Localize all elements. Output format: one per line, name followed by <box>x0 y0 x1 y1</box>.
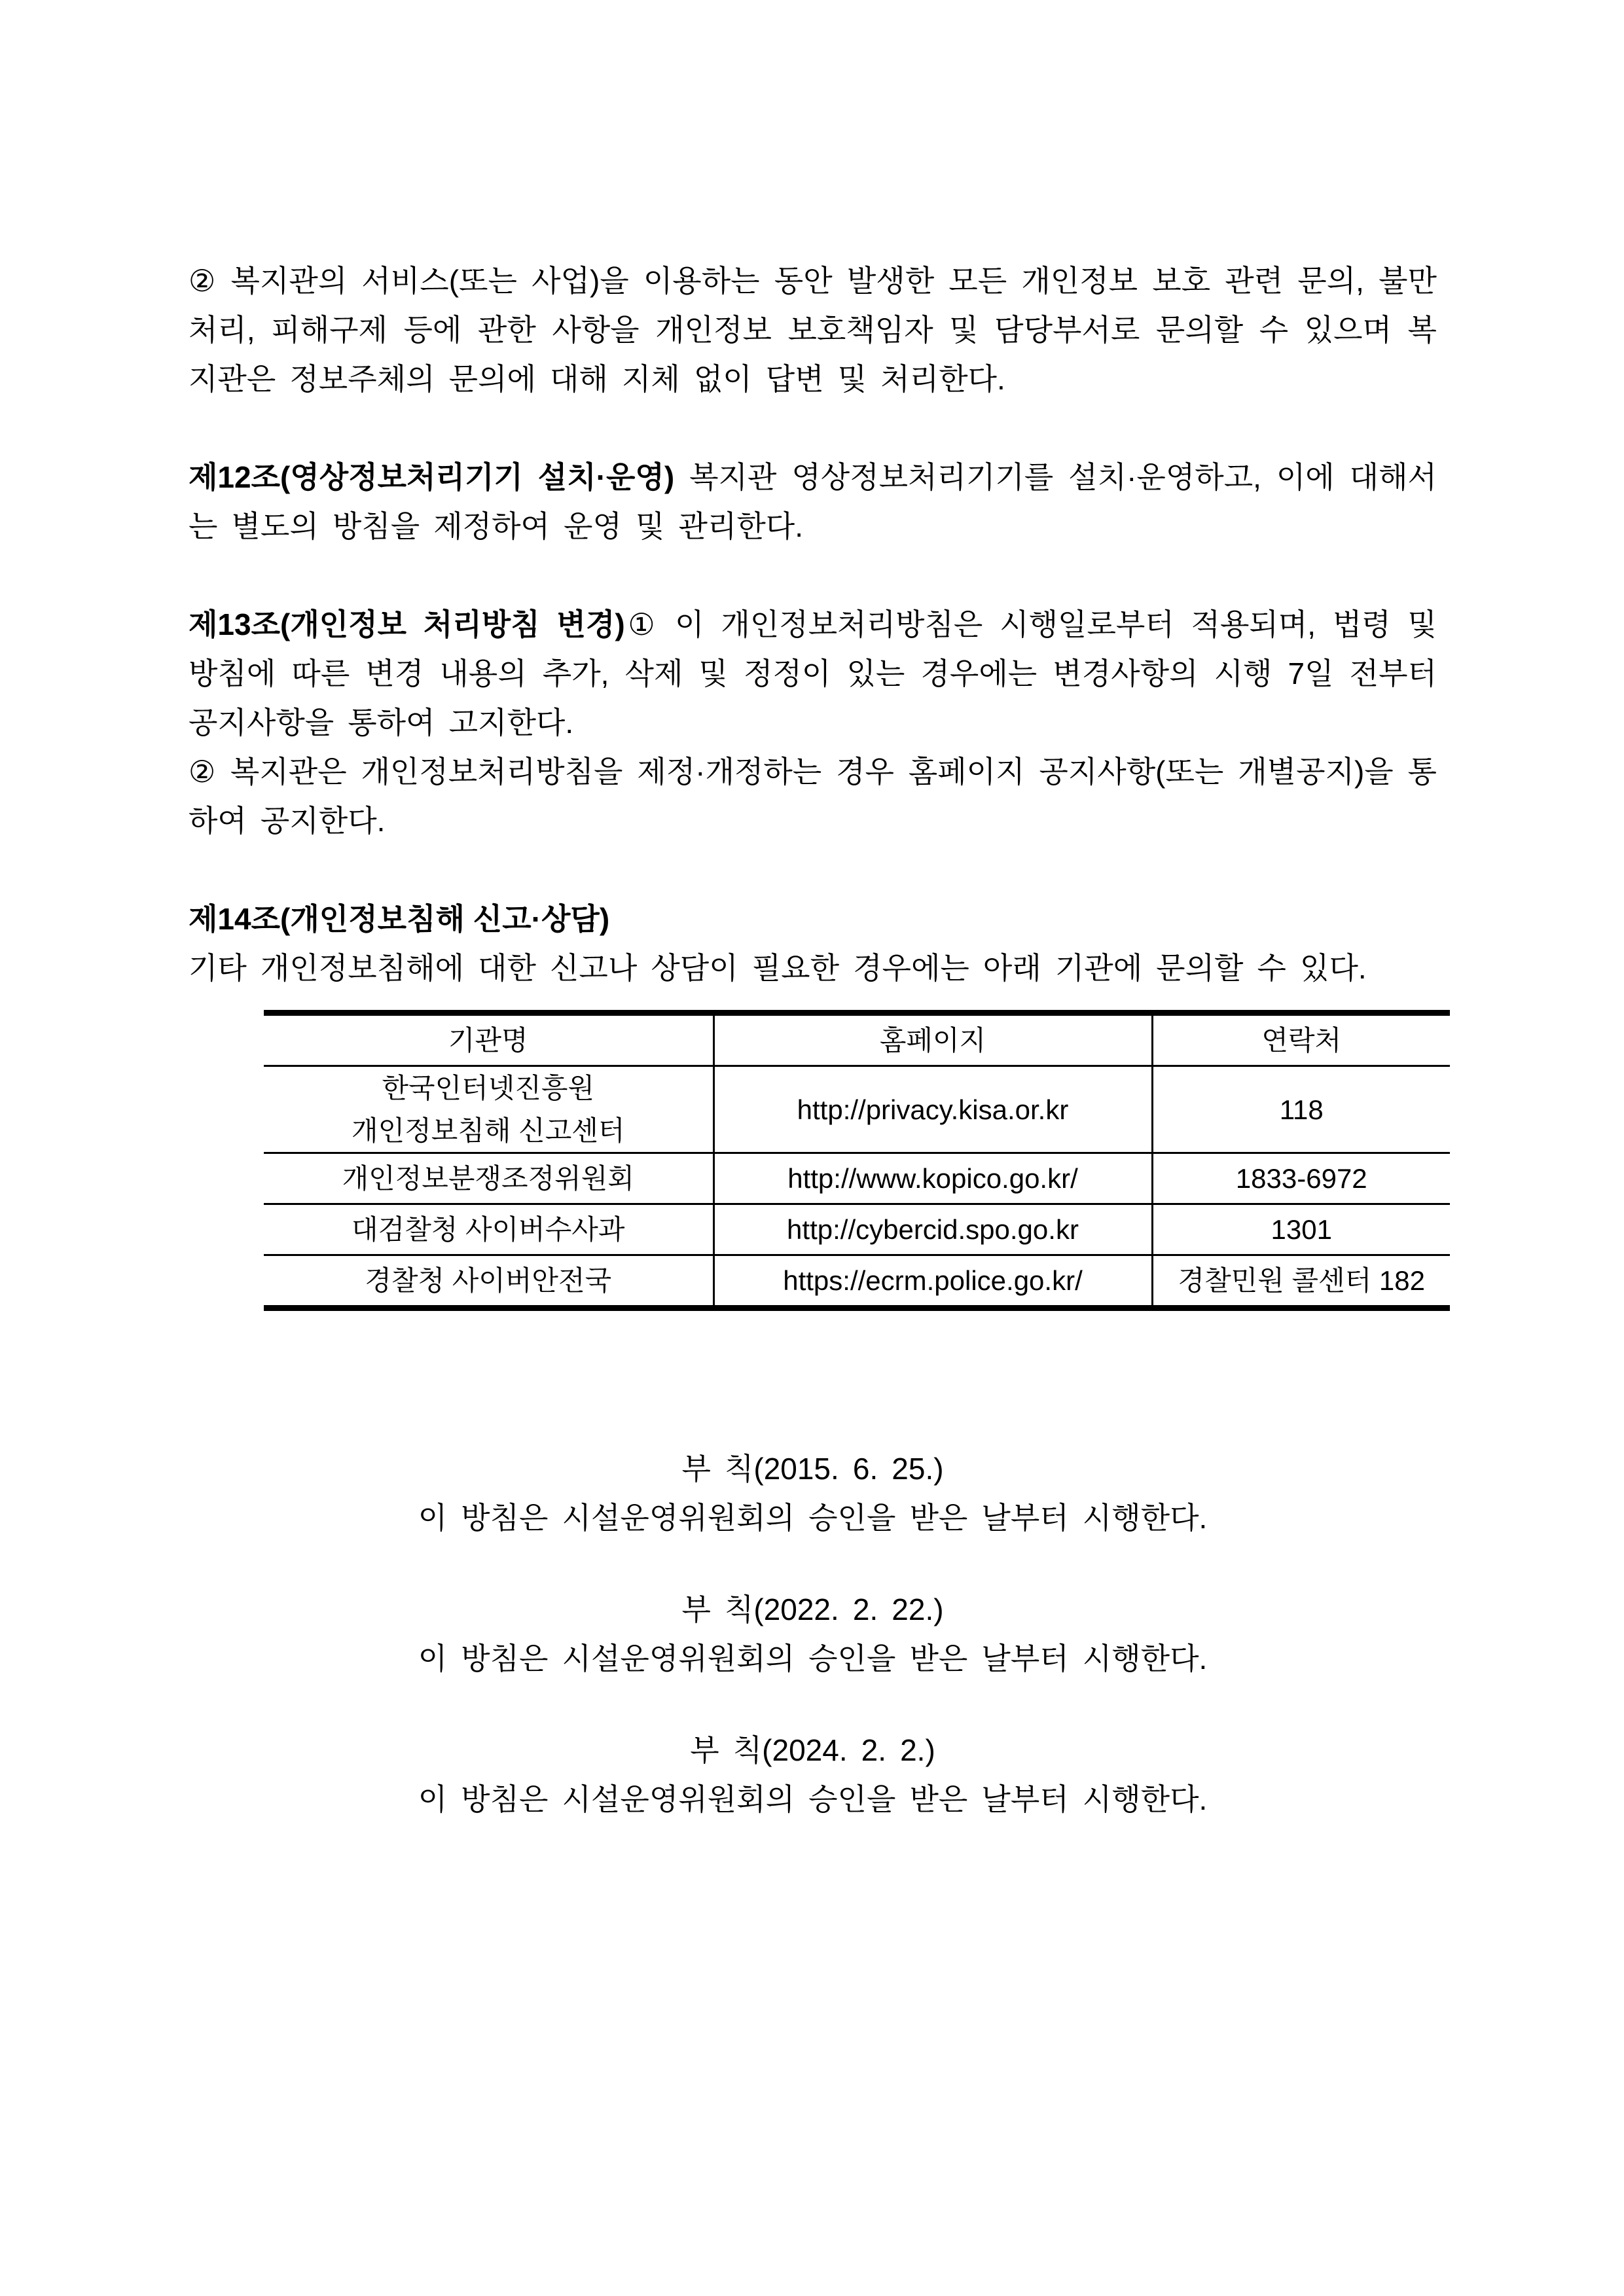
article-12-paragraph <box>189 453 1437 551</box>
addendum-2024 <box>189 1726 1437 1824</box>
cell-url: http://cybercid.spo.go.kr <box>713 1204 1152 1255</box>
cell-url: https://ecrm.police.go.kr/ <box>713 1255 1152 1308</box>
cell-org <box>264 1066 713 1153</box>
table-row <box>264 1066 1450 1153</box>
cell-contact: 1833-6972 <box>1152 1153 1450 1204</box>
cell-org: 개인정보분쟁조정위원회 <box>342 1163 634 1194</box>
table-header <box>264 1013 1450 1066</box>
column-header-url: 홈페이지 <box>713 1013 1152 1066</box>
article-13-title: 제13조(개인정보 처리방침 변경) <box>189 607 625 641</box>
addendum-title: 부 칙(2022. 2. 22.) <box>681 1592 944 1626</box>
column-header-org: 기관명 <box>448 1025 528 1056</box>
cell-org: 대검찰청 사이버수사과 <box>352 1214 625 1245</box>
cell-url: http://privacy.kisa.or.kr <box>713 1066 1152 1153</box>
cell-url: http://www.kopico.go.kr/ <box>713 1153 1152 1204</box>
org-line-1: 한국인터넷진흥원 <box>382 1073 595 1103</box>
cell-contact: 118 <box>1152 1066 1450 1153</box>
addendum-title: 부 칙(2024. 2. 2.) <box>690 1733 935 1767</box>
addendum-title: 부 칙(2015. 6. 25.) <box>681 1452 944 1486</box>
addendum-text: 이 방침은 시설운영위원회의 승인을 받은 날부터 시행한다. <box>418 1782 1208 1816</box>
org-line-2: 개인정보침해 신고센터 <box>352 1115 625 1146</box>
article-14-heading: 제14조(개인정보침해 신고·상담) <box>189 902 610 936</box>
addendum-text: 이 방침은 시설운영위원회의 승인을 받은 날부터 시행한다. <box>418 1641 1208 1676</box>
addenda-section <box>189 1444 1437 1824</box>
table-row <box>264 1204 1450 1255</box>
addendum-text: 이 방침은 시설운영위원회의 승인을 받은 날부터 시행한다. <box>418 1501 1208 1535</box>
paragraph-text: ② 복지관은 개인정보처리방침을 제정·개정하는 경우 홈페이지 공지사항(또는 개별공지)을 통하여 공지한다. <box>189 755 1437 838</box>
paragraph-text: ② 복지관의 서비스(또는 사업)을 이용하는 동안 발생한 모든 개인정보 보호 관련 문의, 불만처리, 피해구제 등에 관한 사항을 개인정보 보호책임자 및 담당부서로 문의할 수 있으며 복지관은 정보주체의 문의에 대해 지체 없이 답변 및 처리한다. <box>189 264 1437 396</box>
cell-contact: 경찰민원 콜센터 182 <box>1152 1255 1450 1308</box>
article-13-paragraph <box>189 600 1437 747</box>
article-14-intro: 기타 개인정보침해에 대한 신고나 상담이 필요한 경우에는 아래 기관에 문의할 수 있다. <box>189 951 1367 985</box>
article-12-title: 제12조(영상정보처리기기 설치·운영) <box>189 460 675 494</box>
addendum-2022 <box>189 1585 1437 1683</box>
cell-org: 경찰청 사이버안전국 <box>365 1265 612 1296</box>
table-header-row <box>264 1013 1450 1066</box>
article-12-text: 복지관 영상정보처리기기를 설치·운영하고, 이에 대해서는 별도의 방침을 제정하여 운영 및 관리한다. <box>189 460 1437 543</box>
addendum-2015 <box>189 1444 1437 1543</box>
column-header-contact: 연락처 <box>1152 1013 1450 1066</box>
article-13-text: ① 이 개인정보처리방침은 시행일로부터 적용되며, 법령 및 방침에 따른 변경 내용의 추가, 삭제 및 정정이 있는 경우에는 변경사항의 시행 7일 전부터 공지사항을 통하여 고지한다. <box>189 607 1437 740</box>
table-row <box>264 1255 1450 1308</box>
article-13-clause-2-paragraph <box>189 747 1437 846</box>
contact-agency-table <box>264 1010 1450 1311</box>
table-row <box>264 1153 1450 1204</box>
cell-contact: 1301 <box>1152 1204 1450 1255</box>
clause-11-2-paragraph <box>189 257 1437 404</box>
